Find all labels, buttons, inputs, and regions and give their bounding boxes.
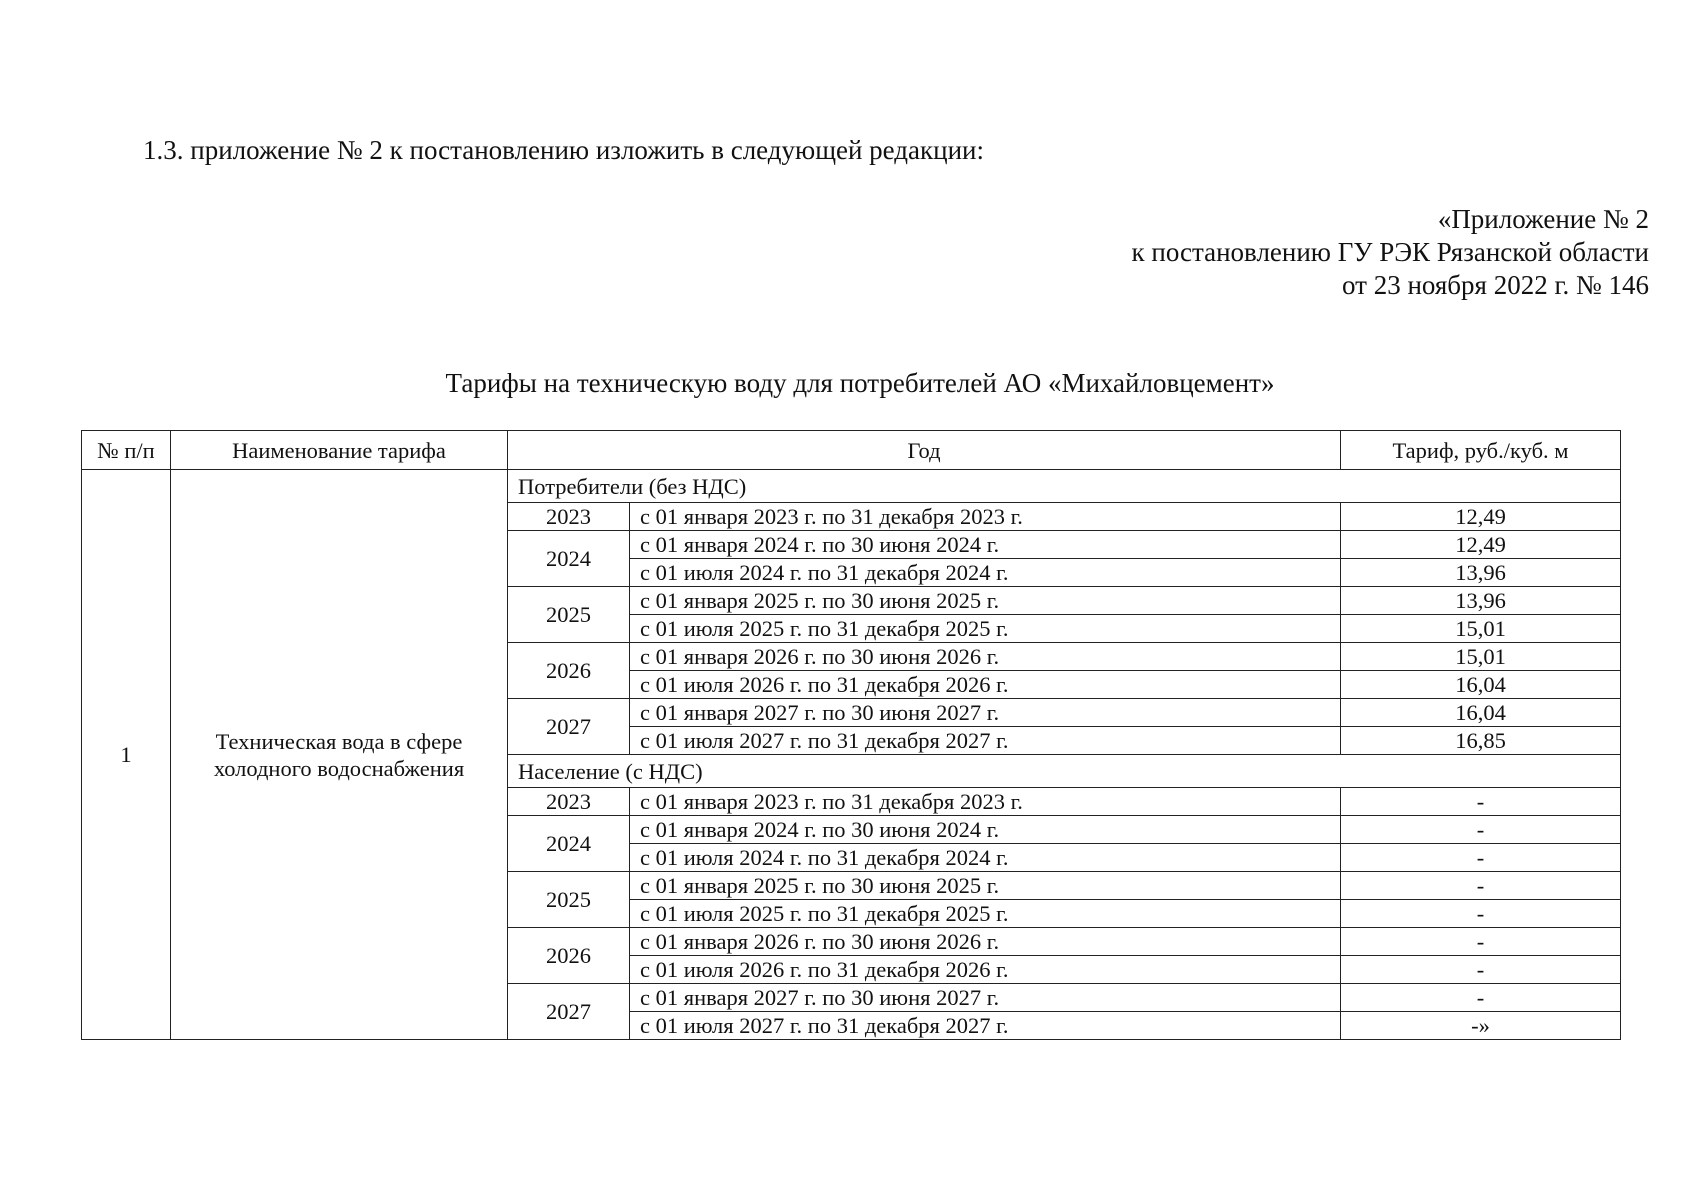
- tariff-value-cell: 15,01: [1341, 615, 1621, 643]
- group-label: Потребители (без НДС): [508, 470, 1621, 503]
- year-cell: 2027: [508, 699, 630, 755]
- tariff-value-cell: 16,85: [1341, 727, 1621, 755]
- period-cell: с 01 января 2024 г. по 30 июня 2024 г.: [630, 531, 1341, 559]
- period-cell: с 01 июля 2024 г. по 31 декабря 2024 г.: [630, 844, 1341, 872]
- tariff-value-cell: 13,96: [1341, 587, 1621, 615]
- tariff-value-cell: -»: [1341, 1012, 1621, 1040]
- period-cell: с 01 января 2027 г. по 30 июня 2027 г.: [630, 984, 1341, 1012]
- tariff-name: Техническая вода в сфере холодного водоснабжения: [171, 470, 508, 1040]
- tariff-value-cell: -: [1341, 984, 1621, 1012]
- period-cell: с 01 июля 2024 г. по 31 декабря 2024 г.: [630, 559, 1341, 587]
- period-cell: с 01 января 2023 г. по 31 декабря 2023 г.: [630, 503, 1341, 531]
- group-label: Население (с НДС): [508, 755, 1621, 788]
- tariff-value-cell: -: [1341, 788, 1621, 816]
- tariff-table: [81, 430, 1621, 1040]
- intro-paragraph: 1.3. приложение № 2 к постановлению изложить в следующей редакции:: [143, 135, 984, 165]
- period-cell: с 01 января 2024 г. по 30 июня 2024 г.: [630, 816, 1341, 844]
- year-cell: 2024: [508, 816, 630, 872]
- period-cell: с 01 января 2026 г. по 30 июня 2026 г.: [630, 643, 1341, 671]
- year-cell: 2024: [508, 531, 630, 587]
- appendix-header: [1132, 203, 1649, 302]
- period-cell: с 01 января 2023 г. по 31 декабря 2023 г.: [630, 788, 1341, 816]
- year-cell: 2027: [508, 984, 630, 1040]
- period-cell: с 01 июля 2025 г. по 31 декабря 2025 г.: [630, 615, 1341, 643]
- header-year: Год: [508, 431, 1341, 470]
- year-cell: 2023: [508, 788, 630, 816]
- year-cell: 2023: [508, 503, 630, 531]
- period-cell: с 01 июля 2027 г. по 31 декабря 2027 г.: [630, 1012, 1341, 1040]
- row-number: 1: [82, 470, 171, 1040]
- year-cell: 2025: [508, 872, 630, 928]
- tariff-value-cell: -: [1341, 872, 1621, 900]
- period-cell: с 01 января 2025 г. по 30 июня 2025 г.: [630, 872, 1341, 900]
- year-cell: 2025: [508, 587, 630, 643]
- tariff-value-cell: 16,04: [1341, 699, 1621, 727]
- year-cell: 2026: [508, 643, 630, 699]
- tariff-value-cell: 15,01: [1341, 643, 1621, 671]
- appendix-line-title: «Приложение № 2: [1437, 204, 1649, 234]
- tariff-value-cell: 12,49: [1341, 503, 1621, 531]
- tariff-value-cell: 13,96: [1341, 559, 1621, 587]
- table-header-row: [82, 431, 1621, 470]
- period-cell: с 01 января 2025 г. по 30 июня 2025 г.: [630, 587, 1341, 615]
- year-cell: 2026: [508, 928, 630, 984]
- group-row: [82, 470, 1621, 503]
- period-cell: с 01 июля 2027 г. по 31 декабря 2027 г.: [630, 727, 1341, 755]
- header-tariff-name: Наименование тарифа: [171, 431, 508, 470]
- tariff-value-cell: -: [1341, 956, 1621, 984]
- table-body: [82, 470, 1621, 1040]
- tariff-value-cell: -: [1341, 844, 1621, 872]
- tariff-value-cell: -: [1341, 816, 1621, 844]
- appendix-line-resolution: к постановлению ГУ РЭК Рязанской области: [1131, 237, 1649, 267]
- tariff-value-cell: 12,49: [1341, 531, 1621, 559]
- period-cell: с 01 июля 2026 г. по 31 декабря 2026 г.: [630, 671, 1341, 699]
- tariff-value-cell: -: [1341, 900, 1621, 928]
- period-cell: с 01 июля 2026 г. по 31 декабря 2026 г.: [630, 956, 1341, 984]
- tariff-value-cell: -: [1341, 928, 1621, 956]
- period-cell: с 01 января 2026 г. по 30 июня 2026 г.: [630, 928, 1341, 956]
- tariff-value-cell: 16,04: [1341, 671, 1621, 699]
- header-tariff-value: Тариф, руб./куб. м: [1341, 431, 1621, 470]
- period-cell: с 01 июля 2025 г. по 31 декабря 2025 г.: [630, 900, 1341, 928]
- appendix-line-date: от 23 ноября 2022 г. № 146: [1342, 270, 1649, 300]
- header-number: № п/п: [82, 431, 171, 470]
- table-title: Тарифы на техническую воду для потребителей АО «Михайловцемент»: [445, 368, 1275, 398]
- period-cell: с 01 января 2027 г. по 30 июня 2027 г.: [630, 699, 1341, 727]
